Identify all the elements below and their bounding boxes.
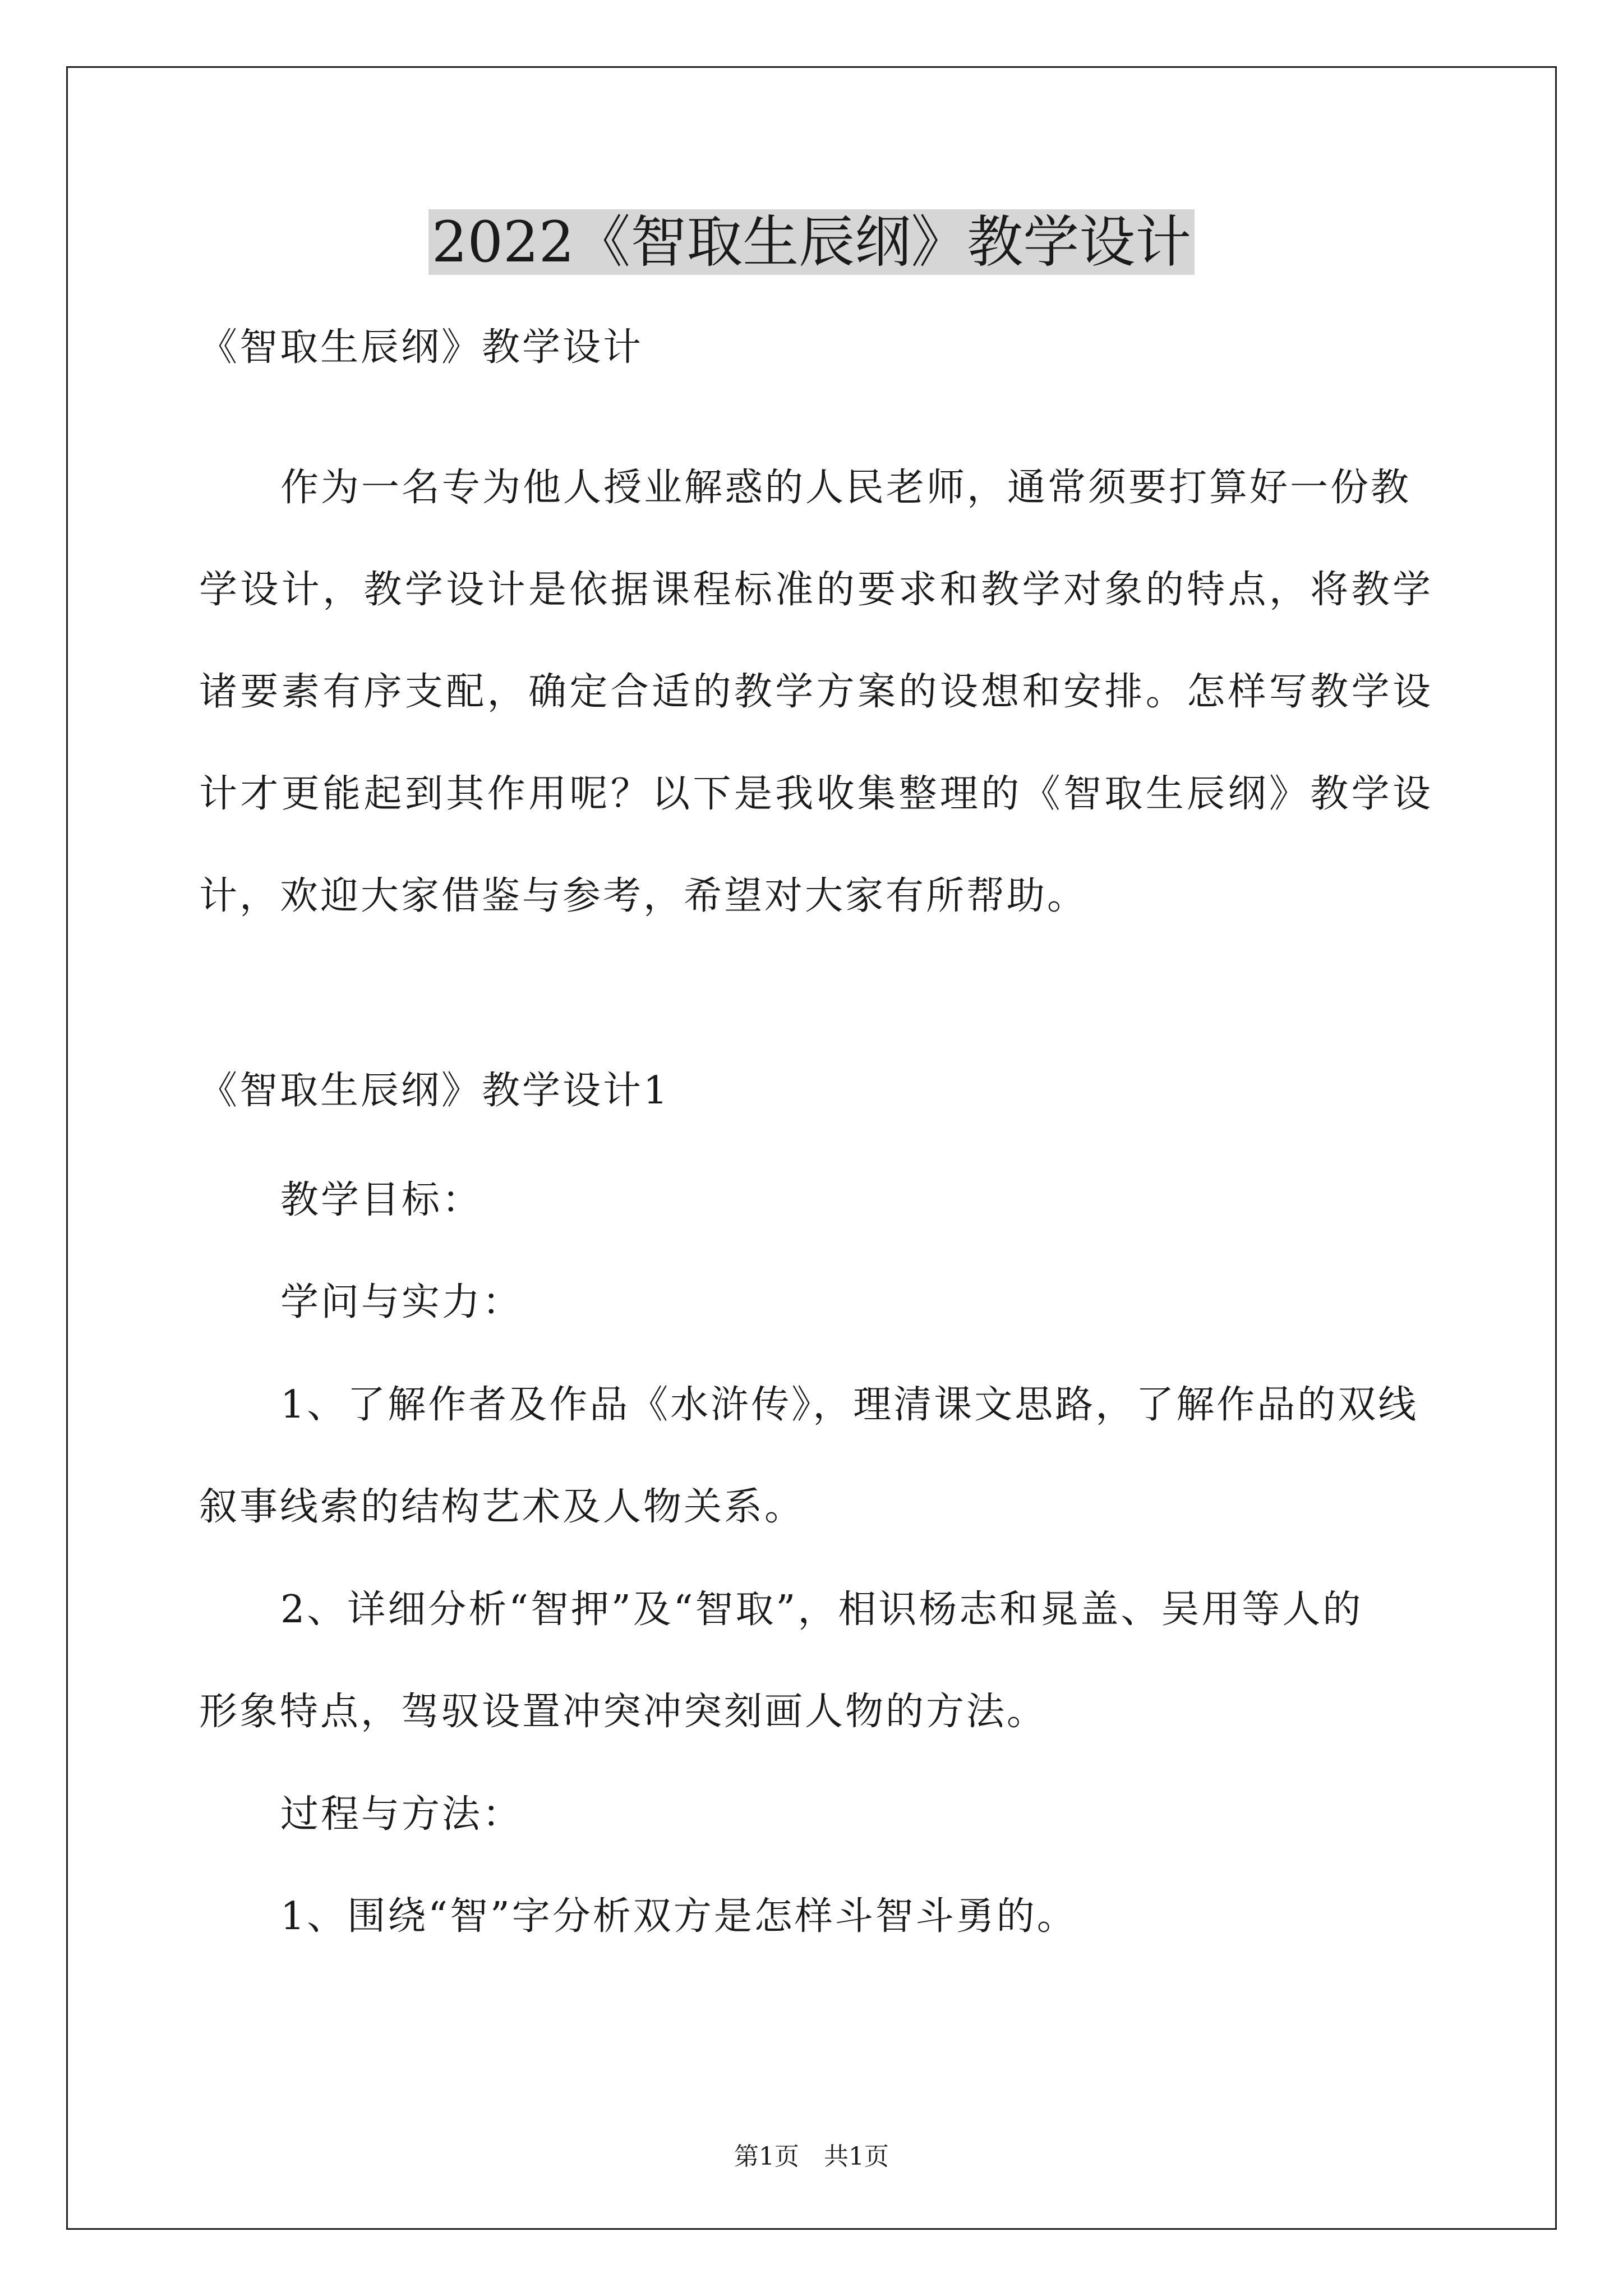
intro-line-3: 诸要素有序支配，确定合适的教学方案的设想和安排。怎样写教学设 (199, 670, 1433, 714)
intro-line-1: 作为一名专为他人授业解惑的人民老师，通常须要打算好一份教 (280, 466, 1412, 510)
item1-line-1: 1、了解作者及作品《水浒传》，理清课文思路，了解作品的双线 (280, 1383, 1419, 1427)
goals-label: 教学目标： (280, 1178, 483, 1222)
intro-line-5: 计，欢迎大家借鉴与参考，希望对大家有所帮助。 (199, 874, 1088, 918)
document-subtitle: 《智取生辰纲》教学设计 (199, 325, 644, 370)
page-footer: 第1页 共1页 (734, 2142, 889, 2171)
knowledge-label: 学问与实力： (280, 1280, 523, 1324)
intro-line-4: 计才更能起到其作用呢？以下是我收集整理的《智取生辰纲》教学设 (199, 772, 1433, 816)
document-title: 2022《智取生辰纲》教学设计 (0, 203, 1623, 282)
item1-line-2: 叙事线索的结构艺术及人物关系。 (199, 1485, 805, 1529)
process-label: 过程与方法： (280, 1792, 523, 1837)
item2-line-1: 2、详细分析“智押”及“智取”，相识杨志和晁盖、吴用等人的 (280, 1588, 1363, 1632)
section-heading: 《智取生辰纲》教学设计1 (199, 1069, 670, 1113)
item2-line-2: 形象特点，驾驭设置冲突冲突刻画人物的方法。 (199, 1690, 1048, 1734)
process-item-1: 1、围绕“智”字分析双方是怎样斗智斗勇的。 (280, 1894, 1077, 1939)
intro-line-2: 学设计，教学设计是依据课程标准的要求和教学对象的特点，将教学 (199, 568, 1433, 612)
